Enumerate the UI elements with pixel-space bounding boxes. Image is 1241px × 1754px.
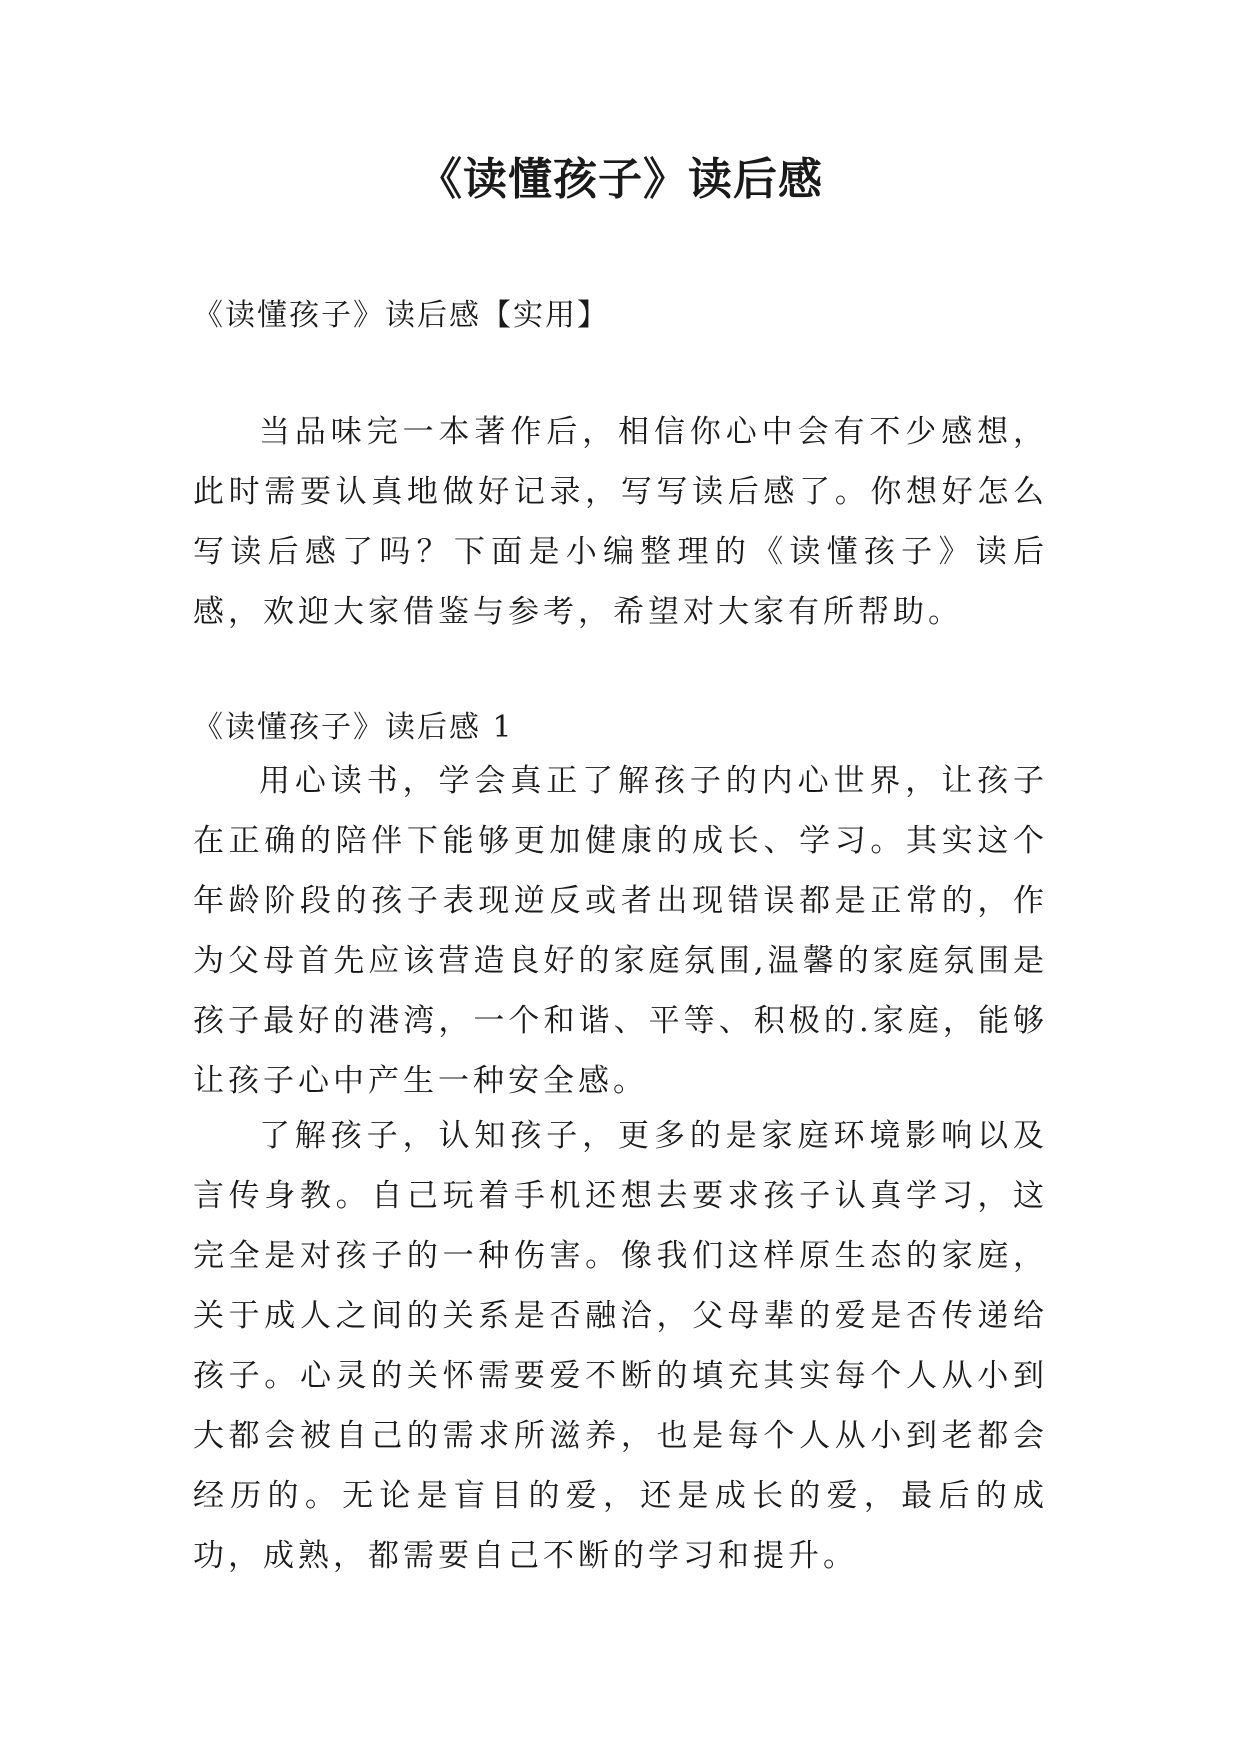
- document-subtitle: 《读懂孩子》读后感【实用】: [193, 298, 609, 333]
- document-title: 《读懂孩子》读后感: [418, 154, 823, 205]
- body-paragraph-1: 用心读书，学会真正了解孩子的内心世界，让孩子在正确的陪伴下能够更加健康的成长、学习。其实这个年龄阶段的孩子表现逆反或者出现错误都是正常的，作为父母首先应该营造良好的家庭氛围,温馨的家庭氛围是孩子最好的港湾，一个和谐、平等、积极的.家庭，能够让孩子心中产生一种安全感。: [193, 763, 1048, 1099]
- body-paragraph-2: 了解孩子，认知孩子，更多的是家庭环境影响以及言传身教。自己玩着手机还想去要求孩子认真学习，这完全是对孩子的一种伤害。像我们这样原生态的家庭，关于成人之间的关系是否融洽，父母辈的爱是否传递给孩子。心灵的关怀需要爱不断的填充其实每个人从小到大都会被自己的需求所滋养，也是每个人从小到老都会经历的。无论是盲目的爱，还是成长的爱，最后的成功，成熟，都需要自己不断的学习和提升。: [193, 1118, 1048, 1574]
- section-heading: 《读懂孩子》读后感 1: [193, 710, 514, 745]
- intro-paragraph: 当品味完一本著作后，相信你心中会有不少感想，此时需要认真地做好记录，写写读后感了。你想好怎么写读后感了吗？下面是小编整理的《读懂孩子》读后感，欢迎大家借鉴与参考，希望对大家有所帮助。: [193, 414, 1048, 630]
